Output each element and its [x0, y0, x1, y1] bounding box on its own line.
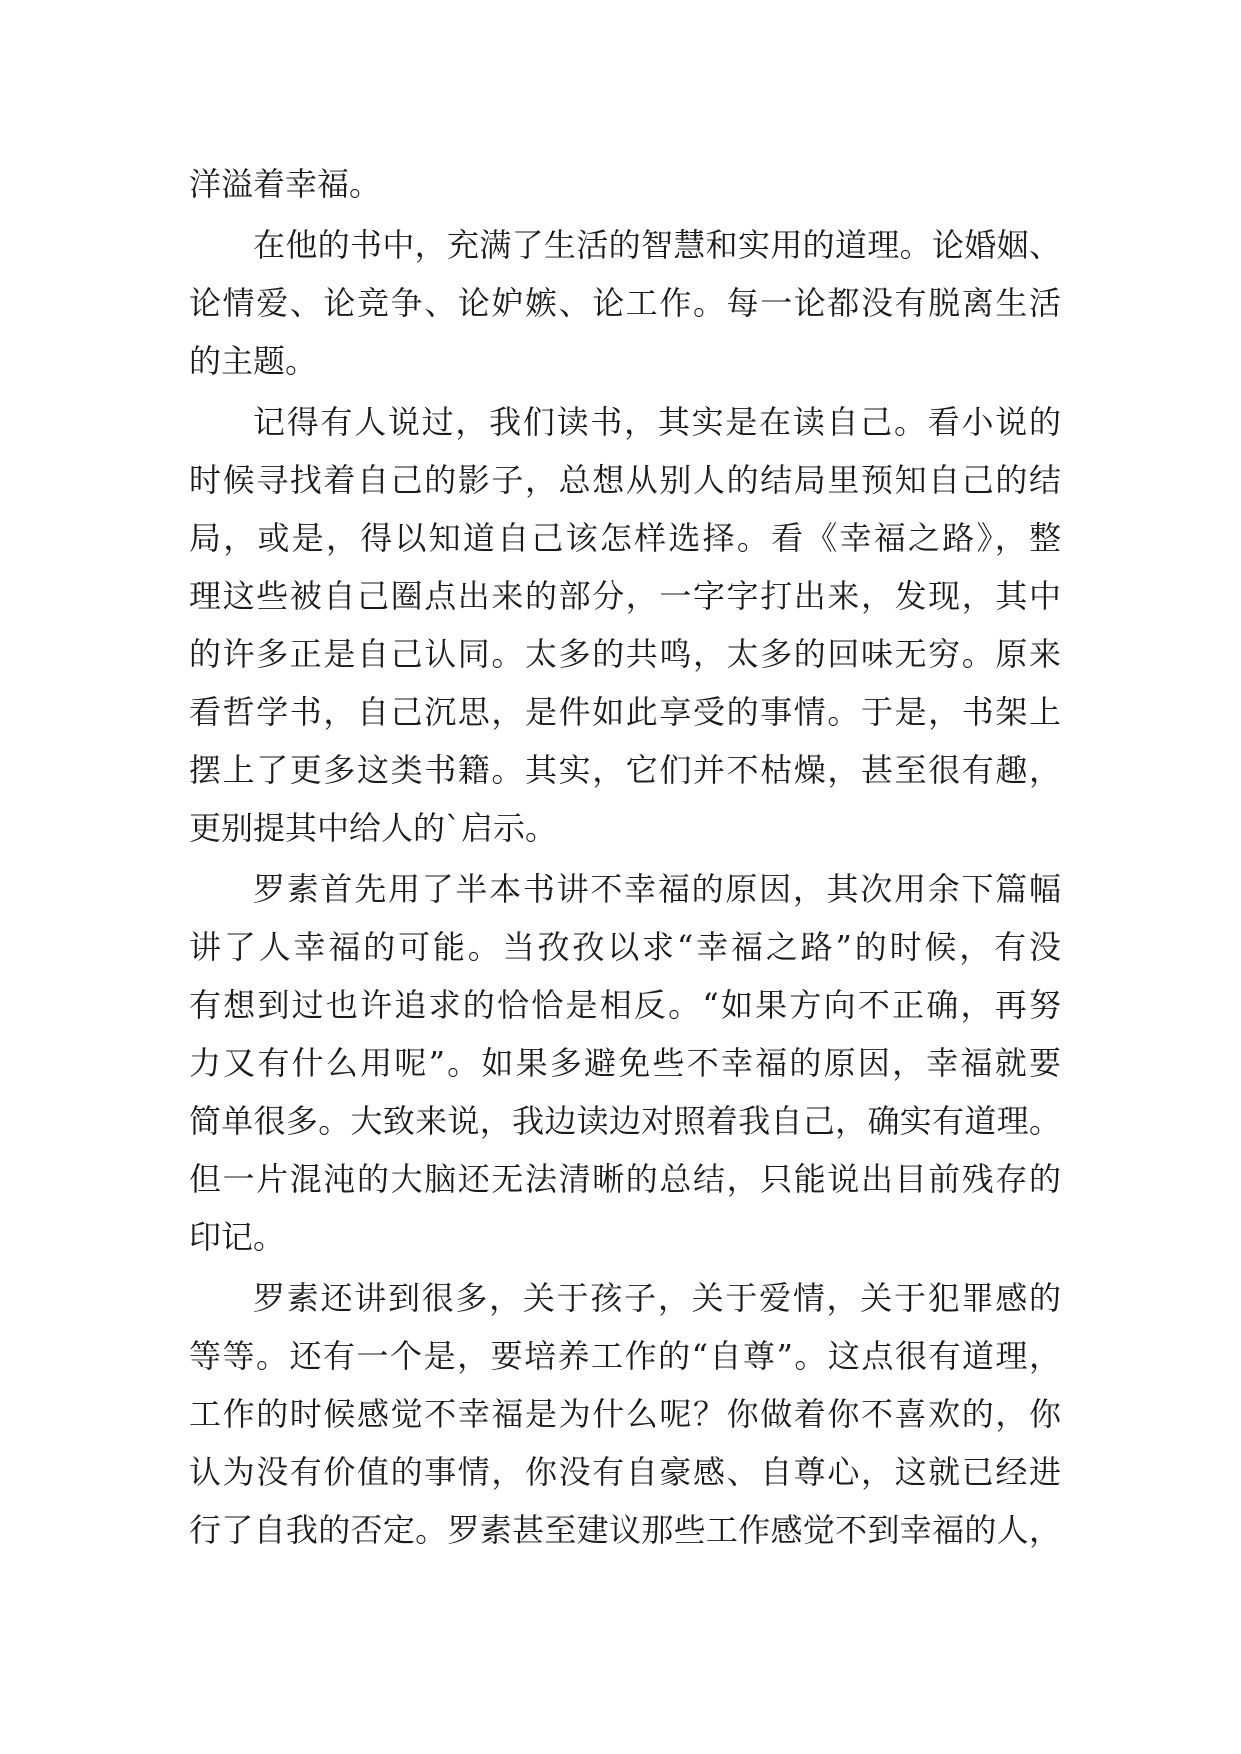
text-line: 罗素还讲到很多，关于孩子，关于爱情，关于犯罪感的 [253, 1279, 1061, 1317]
text-line: 印记。 [189, 1218, 286, 1256]
text-line: 局，或是，得以知道自己该怎样选择。看《幸福之路》，整 [189, 519, 1061, 557]
text-line: 简单很多。大致来说，我边读边对照着我自己，确实有道理。 [189, 1102, 1061, 1140]
text-line: 的许多正是自己认同。太多的共鸣，太多的回味无穷。原来 [189, 635, 1061, 673]
text-line: 认为没有价值的事情，你没有自豪感、自尊心，这就已经进 [189, 1453, 1061, 1491]
text-line: 摆上了更多这类书籍。其实，它们并不枯燥，甚至很有趣， [189, 751, 1061, 789]
text-line: 记得有人说过，我们读书，其实是在读自己。看小说的 [253, 403, 1061, 441]
paragraph [189, 155, 1061, 213]
text-line: 有想到过也许追求的恰恰是相反。“如果方向不正确，再努 [189, 986, 1061, 1024]
paragraph [189, 216, 1061, 390]
text-line: 等等。还有一个是，要培养工作的“自尊”。这点很有道理， [189, 1337, 1061, 1375]
document-body [189, 155, 1061, 1559]
paragraph [189, 393, 1061, 857]
text-line: 时候寻找着自己的影子，总想从别人的结局里预知自己的结 [189, 461, 1061, 499]
text-line: 的主题。 [189, 342, 318, 380]
text-line: 力又有什么用呢”。如果多避免些不幸福的原因，幸福就要 [189, 1044, 1061, 1082]
text-line: 理这些被自己圈点出来的部分，一字字打出来，发现，其中 [189, 577, 1061, 615]
paragraph [189, 860, 1061, 1266]
text-line: 工作的时候感觉不幸福是为什么呢？你做着你不喜欢的，你 [189, 1395, 1061, 1433]
text-line: 看哲学书，自己沉思，是件如此享受的事情。于是，书架上 [189, 693, 1061, 731]
text-line: 在他的书中，充满了生活的智慧和实用的道理。论婚姻、 [253, 226, 1061, 264]
text-line: 论情爱、论竞争、论妒嫉、论工作。每一论都没有脱离生活 [189, 284, 1061, 322]
text-line: 洋溢着幸福。 [189, 165, 382, 203]
text-line: 罗素首先用了半本书讲不幸福的原因，其次用余下篇幅 [253, 870, 1061, 908]
paragraph [189, 1269, 1061, 1559]
text-line: 但一片混沌的大脑还无法清晰的总结，只能说出目前残存的 [189, 1160, 1061, 1198]
text-line: 更别提其中给人的`启示。 [189, 809, 558, 847]
text-line: 行了自我的否定。罗素甚至建议那些工作感觉不到幸福的人， [189, 1511, 1061, 1549]
text-line: 讲了人幸福的可能。当孜孜以求“幸福之路”的时候，有没 [189, 928, 1061, 966]
